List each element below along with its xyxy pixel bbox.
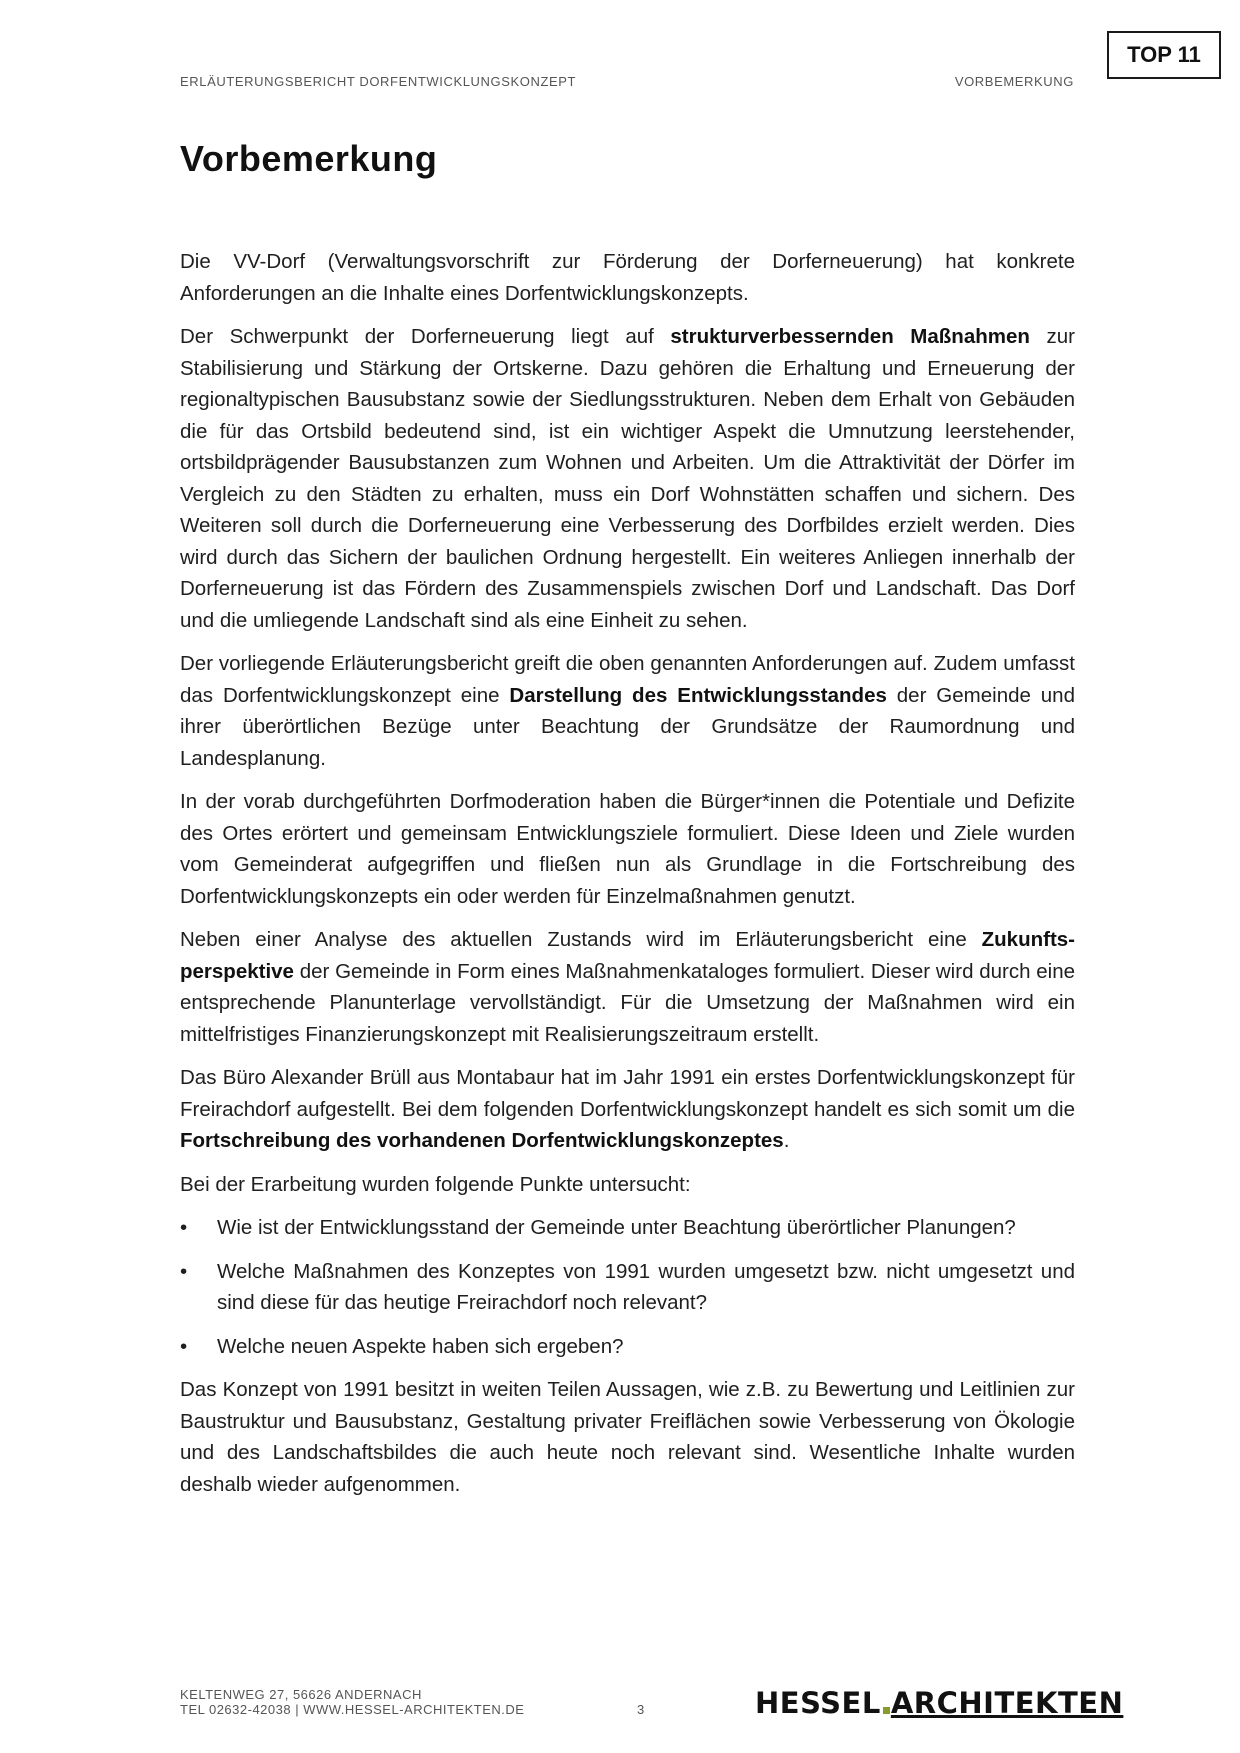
paragraph-6: Das Büro Alexander Brüll aus Montabaur hat im Jahr 1991 ein erstes Dorfentwicklungskonzept für Freirachdorf aufgestellt. Bei dem folgenden Dorfentwicklungskonzept handelt es sich somit um die Fortschreibung des vorhandenen Dorfentwicklungskonzeptes. [180,1066,1075,1152]
top-label: TOP 11 [1127,42,1201,67]
top-label-box [1107,31,1221,79]
logo-text-right: ARCHITEKTEN [890,1686,1124,1720]
bold-phrase: strukturverbessernden Maßnahmen [670,325,1030,348]
list-item: • Wie ist der Entwicklungsstand der Gemeinde unter Beachtung überörtlicher Planungen? [180,1212,1075,1244]
paragraph-5: Neben einer Analyse des aktuellen Zustands wird im Erläuterungsbericht eine Zukunftsperspektive der Gemeinde in Form eines Maßnahmenkataloges formuliert. Dieser wird durch eine entsprechende Planunterlage vervollständigt. Für die Umsetzung der Maßnahmen wird ein mittelfristiges Finanzierungskonzept mit Realisierungszeitraum erstellt. [180,928,1075,1046]
header-section-title: VORBEMERKUNG [954,74,1074,89]
paragraph-8: Das Konzept von 1991 besitzt in weiten Teilen Aussagen, wie z.B. zu Bewertung und Leitlinien zur Baustruktur und Bausubstanz, Gestaltung privater Freiflächen sowie Verbesserung von Ökologie und des Landschaftsbildes die auch heute noch relevant sind. Wesentliche Inhalte wurden deshalb wieder aufgenommen. [180,1378,1075,1496]
paragraph-3: Der vorliegende Erläuterungsbericht greift die oben genannten Anforderungen auf. Zudem umfasst das Dorfentwicklungskonzept eine Darstellung des Entwicklungsstandes der Gemeinde und ihrer überörtlichen Bezüge unter Beachtung der Grundsätze der Raumordnung und Landesplanung. [180,652,1075,770]
bold-phrase: Zukunftsperspektive [180,928,1075,983]
header-document-title: ERLÄUTERUNGSBERICHT DORFENTWICKLUNGSKONZEPT [180,74,577,89]
footer-address: KELTENWEG 27, 56626 ANDERNACH [180,1687,422,1702]
footer-contact [180,1687,524,1717]
company-logo [755,1686,1123,1720]
page-number: 3 [637,1702,645,1717]
logo-text-left: HESSEL [755,1686,881,1720]
paragraph-2: Der Schwerpunkt der Dorferneuerung liegt auf strukturverbessernden Maßnahmen zur Stabilisierung und Stärkung der Ortskerne. Dazu gehören die Erhaltung und Erneuerung der regionaltypischen Bausubstanz sowie der Siedlungsstrukturen. Neben dem Erhalt von Gebäuden die für das Ortsbild bedeutend sind, ist ein wichtiger Aspekt die Umnutzung leerstehender, ortsbildprägender Bausubstanzen zum Wohnen und Arbeiten. Um die Attraktivität der Dörfer im Vergleich zu den Städten zu erhalten, muss ein Dorf Wohnstätten schaffen und sichern. Des Weiteren soll durch die Dorferneuerung eine Verbesserung des Dorfbildes erzielt werden. Dies wird durch das Sichern der baulichen Ordnung hergestellt. Ein weiteres Anliegen innerhalb der Dorferneuerung ist das Fördern des Zusammenspiels zwischen Dorf und Landschaft. Das Dorf und die umliegende Landschaft sind als eine Einheit zu sehen. [180,325,1075,632]
bullet-icon: • [180,1259,188,1283]
bullet-icon: • [180,1216,188,1239]
paragraph-7: Bei der Erarbeitung wurden folgende Punkte untersucht: [180,1172,691,1196]
page-title: Vorbemerkung [180,138,438,179]
bullet-list [180,1212,1075,1362]
logo-square-icon [883,1707,890,1714]
bullet-icon: • [180,1334,188,1358]
footer-phone-web: TEL 02632-42038 | WWW.HESSEL-ARCHITEKTEN.DE [180,1702,525,1717]
body-text [180,246,1075,1512]
list-item: • Welche Maßnahmen des Konzeptes von 1991 wurden umgesetzt bzw. nicht umgesetzt und sind diese für das heutige Freirachdorf noch relevant? [180,1256,1075,1319]
bold-phrase: Fortschreibung des vorhandenen Dorfentwicklungskonzeptes [180,1129,784,1152]
paragraph-4: In der vorab durchgeführten Dorfmoderation haben die Bürger*innen die Potentiale und Defizite des Ortes erörtert und gemeinsam Entwicklungsziele formuliert. Diese Ideen und Ziele wurden vom Gemeinderat aufgegriffen und fließen nun als Grundlage in die Fortschreibung des Dorfentwicklungskonzepts ein oder werden für Einzelmaßnahmen genutzt. [180,790,1075,908]
paragraph-1: Die VV-Dorf (Verwaltungsvorschrift zur Förderung der Dorferneuerung) hat konkrete Anforderungen an die Inhalte eines Dorfentwicklungskonzepts. [180,250,1075,305]
list-item: • Welche neuen Aspekte haben sich ergeben? [180,1331,1075,1363]
bold-phrase: Darstellung des Entwicklungsstandes [509,683,887,707]
